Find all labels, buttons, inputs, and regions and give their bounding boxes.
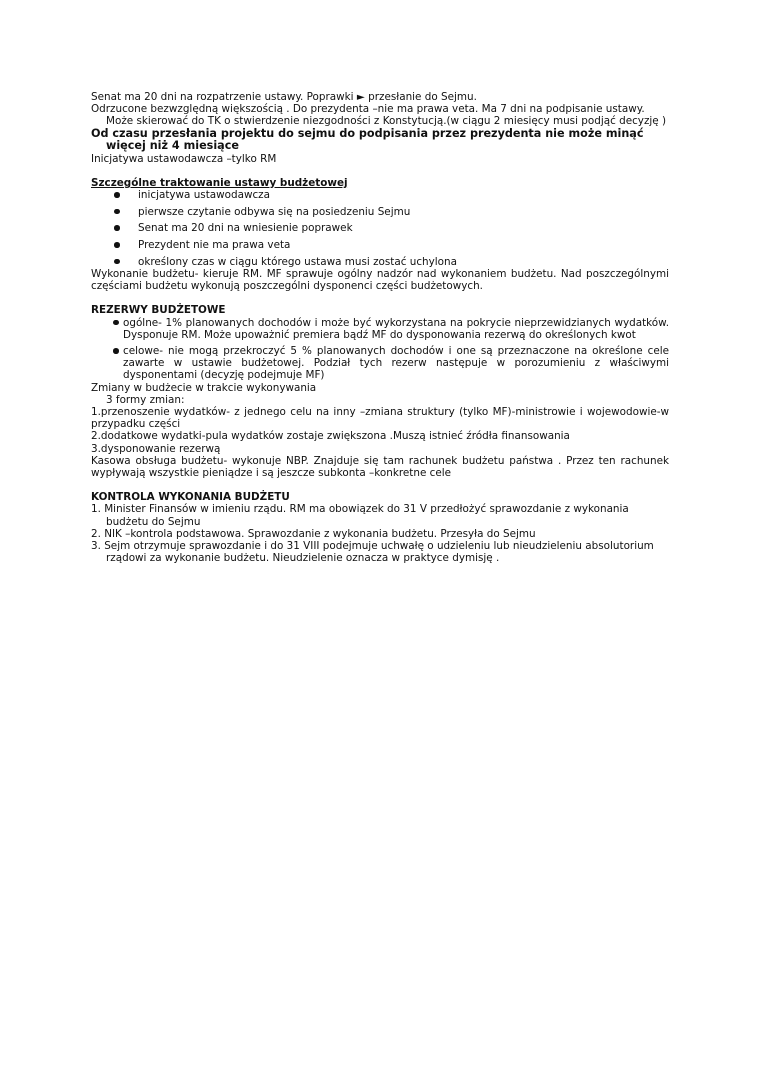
reserves-list [91,317,669,382]
bullet-icon [113,348,119,354]
budget-law-heading: Szczególne traktowanie ustawy budżetowej [91,176,348,189]
budget-execution-paragraph: Wykonanie budżetu- kieruje RM. MF sprawuje ogólny nadzór nad wykonaniem budżetu. Nad poszczególnymi częściami budżetu wykonują poszczególni dysponenci części budżetowych. [91,268,669,293]
list-item: pierwsze czytanie odbywa się na posiedzeniu Sejmu [91,206,669,218]
intro-initiative-line: Inicjatywa ustawodawcza –tylko RM [91,152,277,165]
budget-changes-title: Zmiany w budżecie w trakcie wykonywania [91,381,317,394]
list-item: celowe- nie mogą przekroczyć 5 % planowanych dochodów i one są przeznaczone na określone cele zawarte w ustawie budżetowej. Podział tych rezerw następuje w porozumieniu z właściwymi dysponentami (decyzję podejmuje MF) [91,345,669,382]
forms-title: 3 formy zmian: [106,393,185,406]
list-item: inicjatywa ustawodawcza [91,189,669,201]
bullet-icon [114,209,120,215]
list-item: 2. NIK –kontrola podstawowa. Sprawozdanie z wykonania budżetu. Przesyła do Sejmu [91,527,536,540]
bullet-icon [114,192,120,198]
list-item: Senat ma 20 dni na wniesienie poprawek [91,222,669,234]
bullet-icon [114,242,120,248]
cash-service-paragraph: Kasowa obsługa budżetu- wykonuje NBP. Znajduje się tam rachunek budżetu państwa . Przez ten rachunek wypływają wszystkie pieniądze i są jeszcze subkonta –konkretne cele [91,454,669,480]
budget-control-list [91,503,669,564]
intro-president-paragraph: Odrzucone bezwzględną większością . Do prezydenta –nie ma prawa veta. Ma 7 dni na podpisanie ustawy. Może skierować do TK o stwierdzenie niezgodności z Konstytucją.(w ciągu 2 miesięcy musi podjąć decyzję ) [91,103,667,128]
form-item-reserve: 3.dysponowanie rezerwą [91,442,221,455]
budget-law-list [91,189,669,268]
list-item: Prezydent nie ma prawa veta [91,239,669,251]
form-item-additional: 2.dodatkowe wydatki-pula wydatków zostaje zwiększona .Muszą istnieć źródła finansowania [91,430,570,443]
bullet-icon [114,259,120,265]
bullet-icon [113,320,119,326]
list-item: ogólne- 1% planowanych dochodów i może być wykorzystana na pokrycie nieprzewidzianych wydatków. Dysponuje RM. Może upoważnić premiera bądź MF do dysponowania rezerwą do określonych kwot [91,317,669,341]
form-item-transfer: 1.przenoszenie wydatków- z jednego celu na inny –zmiana struktury (tylko MF)-ministrowie i wojewodowie-w przypadku części [91,406,669,431]
list-item: 1. Minister Finansów w imieniu rządu. RM ma obowiązek do 31 V przedłożyć sprawozdanie z wykonania budżetu do Sejmu [91,503,629,528]
budget-control-heading: KONTROLA WYKONANIA BUDŻETU [91,491,290,504]
list-item: 3. Sejm otrzymuje sprawozdanie i do 31 VIII podejmuje uchwałę o udzieleniu lub nieudzieleniu absolutorium rządowi za wykonanie budżetu. Nieudzielenie oznacza w praktyce dymisję . [91,540,654,565]
document-content [91,91,669,565]
bullet-icon [114,225,120,231]
list-item: określony czas w ciągu którego ustawa musi zostać uchylona [91,256,669,268]
intro-deadline-paragraph: Od czasu przesłania projektu do sejmu do podpisania przez prezydenta nie może minąć więcej niż 4 miesiące [91,126,644,153]
intro-senate-line: Senat ma 20 dni na rozpatrzenie ustawy. Poprawki ► przesłanie do Sejmu. [91,91,477,103]
reserves-heading: REZERWY BUDŻETOWE [91,304,226,317]
